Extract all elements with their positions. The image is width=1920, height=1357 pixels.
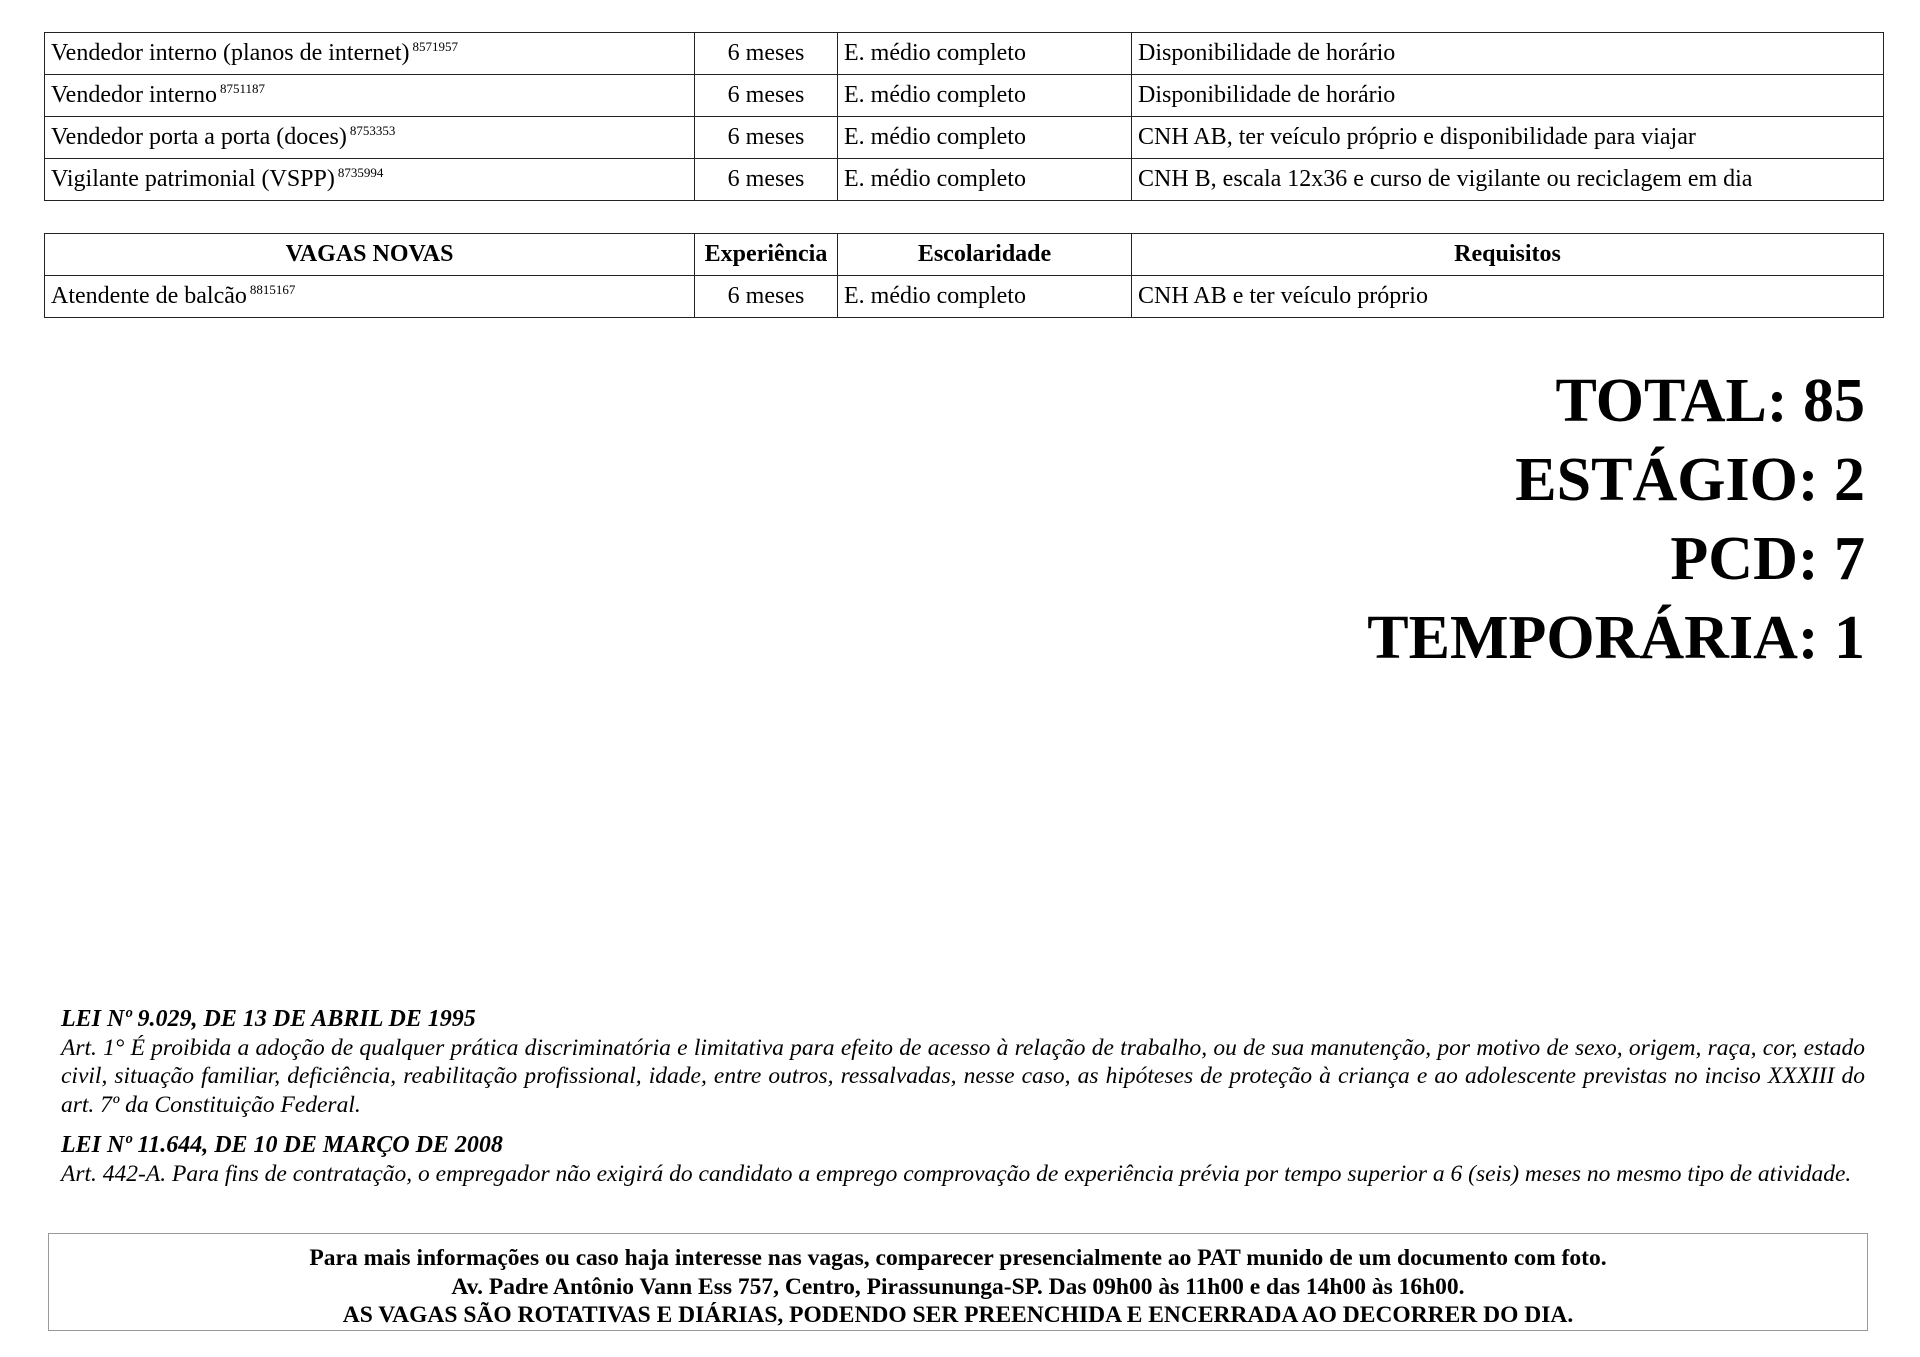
job-role	[45, 159, 695, 201]
new-jobs-table	[44, 233, 1884, 318]
job-role	[45, 33, 695, 75]
job-role	[45, 276, 695, 318]
job-title: Vendedor interno	[51, 82, 217, 108]
law-spacer	[61, 1119, 1865, 1131]
job-experience: 6 meses	[695, 159, 838, 201]
job-code: 8735994	[337, 164, 384, 180]
job-experience: 6 meses	[695, 276, 838, 318]
table-row	[45, 159, 1884, 201]
info-line-address: Av. Padre Antônio Vann Ess 757, Centro, Pirassununga-SP. Das 09h00 às 11h00 e das 14h00 às 16h00.	[451, 1273, 1465, 1300]
job-education: E. médio completo	[838, 33, 1132, 75]
job-education: E. médio completo	[838, 117, 1132, 159]
totals-summary	[1367, 362, 1865, 678]
job-requirements: Disponibilidade de horário	[1132, 33, 1884, 75]
job-title: Atendente de balcão	[51, 283, 247, 309]
law-title: LEI Nº 11.644, DE 10 DE MARÇO DE 2008	[61, 1132, 503, 1158]
table-row	[45, 33, 1884, 75]
job-title: Vigilante patrimonial (VSPP)	[51, 166, 335, 192]
job-education: E. médio completo	[838, 276, 1132, 318]
header-experience: Experiência	[695, 234, 838, 276]
info-line-documents: Para mais informações ou caso haja interesse nas vagas, comparecer presencialmente ao PAT munido de um documento com foto.	[309, 1245, 1607, 1271]
header-education: Escolaridade	[838, 234, 1132, 276]
temporary-count: TEMPORÁRIA: 1	[1367, 604, 1865, 672]
job-code: 8751187	[219, 80, 265, 96]
job-requirements: CNH AB, ter veículo próprio e disponibilidade para viajar	[1132, 117, 1884, 159]
job-code: 8753353	[349, 122, 396, 138]
header-requirements: Requisitos	[1132, 234, 1884, 276]
law-text: Art. 442-A. Para fins de contratação, o empregador não exigirá do candidato a emprego comprovação de experiência prévia por tempo superior a 6 (seis) meses no mesmo tipo de atividade.	[61, 1160, 1852, 1187]
table-row	[45, 75, 1884, 117]
job-education: E. médio completo	[838, 159, 1132, 201]
table-header-row	[45, 234, 1884, 276]
total-count: TOTAL: 85	[1555, 367, 1865, 435]
job-requirements: CNH B, escala 12x36 e curso de vigilante ou reciclagem em dia	[1132, 159, 1884, 201]
job-experience: 6 meses	[695, 117, 838, 159]
legal-notes	[61, 1005, 1865, 1188]
law-title: LEI Nº 9.029, DE 13 DE ABRIL DE 1995	[61, 1006, 476, 1032]
table-row	[45, 276, 1884, 318]
job-code: 8815167	[249, 281, 296, 297]
job-role	[45, 75, 695, 117]
continued-jobs-table	[44, 32, 1884, 201]
header-role: VAGAS NOVAS	[45, 234, 695, 276]
job-code: 8571957	[412, 38, 459, 54]
job-experience: 6 meses	[695, 33, 838, 75]
contact-info-box	[48, 1233, 1868, 1331]
job-requirements: Disponibilidade de horário	[1132, 75, 1884, 117]
job-requirements: CNH AB e ter veículo próprio	[1132, 276, 1884, 318]
info-line-notice: AS VAGAS SÃO ROTATIVAS E DIÁRIAS, PODENDO SER PREENCHIDA E ENCERRADA AO DECORRER DO DIA.	[342, 1302, 1574, 1328]
job-title: Vendedor interno (planos de internet)	[51, 40, 410, 66]
job-title: Vendedor porta a porta (doces)	[51, 124, 347, 150]
job-experience: 6 meses	[695, 75, 838, 117]
law-text: Art. 1° É proibida a adoção de qualquer prática discriminatória e limitativa para efeito de acesso à relação de trabalho, ou de sua manutenção, por motivo de sexo, origem, raça, cor, estado civil, situação familiar, deficiência, reabilitação profissional, idade, entre outros, ressalvadas, nesse caso, as hipóteses de proteção à criança e ao adolescente previstas no inciso XXXIII do art. 7º da Constituição Federal.	[61, 1034, 1865, 1118]
internship-count: ESTÁGIO: 2	[1515, 446, 1865, 514]
job-education: E. médio completo	[838, 75, 1132, 117]
pcd-count: PCD: 7	[1670, 525, 1865, 593]
table-row	[45, 117, 1884, 159]
job-role	[45, 117, 695, 159]
